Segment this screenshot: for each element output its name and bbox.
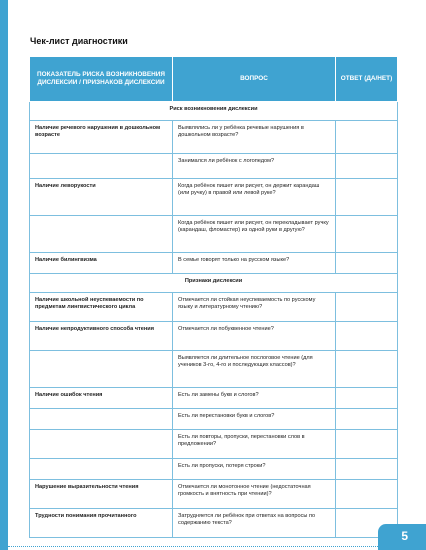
answer-cell[interactable] [336,351,398,388]
table-row [30,388,398,409]
answer-cell[interactable] [336,409,398,430]
question-cell: Есть ли повторы, пропуски, перестановки слов в предложении? [173,430,336,459]
indicator-cell: Наличие билингвизма [30,253,173,274]
table-row [30,430,398,459]
answer-cell[interactable] [336,179,398,216]
answer-cell[interactable] [336,154,398,179]
answer-cell[interactable] [336,121,398,154]
indicator-cell [30,154,173,179]
header-answer: ОТВЕТ (ДА/НЕТ) [336,57,398,102]
answer-cell[interactable] [336,388,398,409]
question-cell: Занимался ли ребёнок с логопедом? [173,154,336,179]
indicator-cell [30,409,173,430]
section-signs: Признаки дислексии [30,274,398,293]
question-cell: Когда ребёнок пишет или рисует, он держит карандаш (или ручку) в правой или левой руке? [173,179,336,216]
table-row [30,322,398,351]
question-cell: Отмечается ли монотонное чтение (недостаточная громкость и внятность при чтении)? [173,480,336,509]
sidebar-strip [0,0,8,550]
indicator-cell: Наличие ошибок чтения [30,388,173,409]
table-row [30,253,398,274]
answer-cell[interactable] [336,430,398,459]
answer-cell[interactable] [336,253,398,274]
page-number-tab [378,524,426,550]
table-row [30,293,398,322]
answer-cell[interactable] [336,480,398,509]
question-cell: Когда ребёнок пишет или рисует, он перекладывает ручку (карандаш, фломастер) из одной руки в другую? [173,216,336,253]
table-row [30,179,398,216]
indicator-cell: Наличие речевого нарушения в дошкольном возрасте [30,121,173,154]
answer-cell[interactable] [336,322,398,351]
table-header-row [30,57,398,102]
indicator-cell: Наличие школьной неуспеваемости по предметам лингвистического цикла [30,293,173,322]
question-cell: Отмечается ли стойкая неуспеваемость по русскому языку и литературному чтению? [173,293,336,322]
indicator-cell: Наличие леворукости [30,179,173,216]
answer-cell[interactable] [336,293,398,322]
indicator-cell: Нарушение выразительности чтения [30,480,173,509]
table-row [30,459,398,480]
indicator-cell: Трудности понимания прочитанного [30,509,173,538]
question-cell: В семье говорят только на русском языке? [173,253,336,274]
indicator-cell [30,459,173,480]
table-row [30,480,398,509]
indicator-cell [30,216,173,253]
table-row [30,121,398,154]
footer-dotted-line [8,546,400,547]
section-row [30,274,398,293]
table-row [30,351,398,388]
indicator-cell [30,351,173,388]
table-row [30,154,398,179]
question-cell: Отмечается ли побуквенное чтение? [173,322,336,351]
question-cell: Есть ли пропуски, потеря строки? [173,459,336,480]
header-question: ВОПРОС [173,57,336,102]
question-cell: Выявлялись ли у ребёнка речевые нарушения в дошкольном возрасте? [173,121,336,154]
answer-cell[interactable] [336,459,398,480]
indicator-cell [30,430,173,459]
answer-cell[interactable] [336,216,398,253]
question-cell: Есть ли перестановки букв и слогов? [173,409,336,430]
question-cell: Выявляется ли длительное послоговое чтение (для учеников 3-го, 4-го и последующих классов)? [173,351,336,388]
table-row [30,216,398,253]
section-risk: Риск возникновения дислексии [30,102,398,121]
table-row [30,509,398,538]
question-cell: Затрудняется ли ребёнок при ответах на вопросы по содержанию текста? [173,509,336,538]
question-cell: Есть ли замены букв и слогов? [173,388,336,409]
indicator-cell: Наличие непродуктивного способа чтения [30,322,173,351]
header-indicator: ПОКАЗАТЕЛЬ РИСКА ВОЗНИКНОВЕНИЯ ДИСЛЕКСИИ / ПРИЗНАКОВ ДИСЛЕКСИИ [30,57,173,102]
table-row [30,409,398,430]
diagnostics-table [29,56,398,538]
section-row [30,102,398,121]
page-title: Чек-лист диагностики [30,36,128,46]
page-number: 5 [401,529,408,543]
